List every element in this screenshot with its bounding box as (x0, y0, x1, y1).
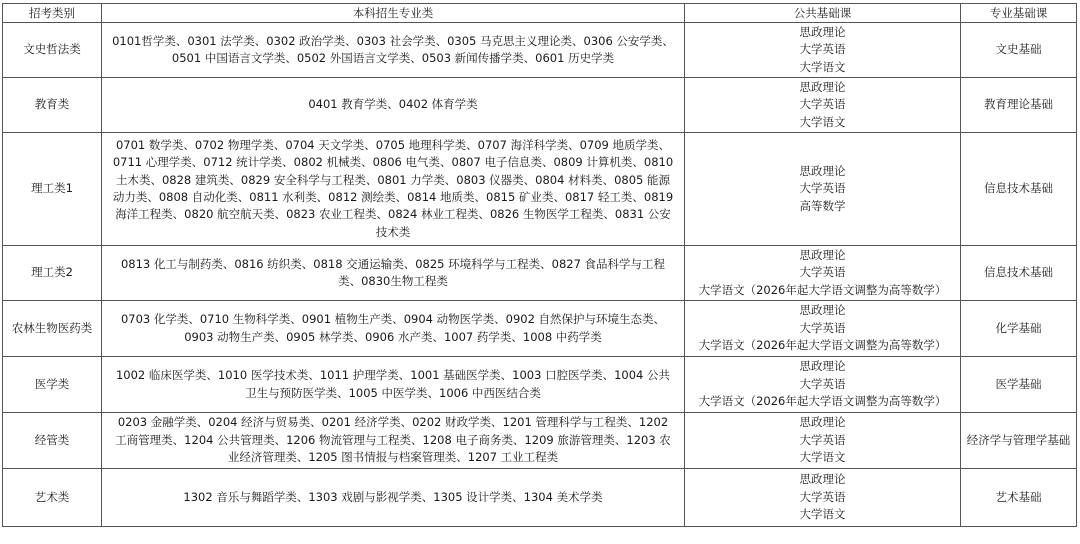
table-row (3, 133, 1077, 246)
public-course-item: 大学语文 (799, 507, 846, 522)
public-course-item: 思政理论 (799, 415, 846, 430)
table-row (3, 78, 1077, 133)
public-course-item: 思政理论 (799, 24, 846, 39)
professional-course-cell: 教育理论基础 (961, 78, 1077, 133)
public-course-item: 大学英语 (799, 432, 846, 447)
public-course-item: 思政理论 (799, 472, 846, 487)
public-courses-cell (685, 357, 961, 413)
professional-course-cell: 信息技术基础 (961, 133, 1077, 246)
public-courses-cell (685, 78, 961, 133)
public-course-item: 大学英语 (799, 320, 846, 335)
public-courses-cell (685, 133, 961, 246)
enrollment-category-table (2, 3, 1077, 527)
public-course-item: 大学英语 (799, 489, 846, 504)
category-cell: 经管类 (3, 413, 102, 469)
majors-cell: 1002 临床医学类、1010 医学技术类、1011 护理学类、1001 基础医学类、1003 口腔医学类、1004 公共卫生与预防医学类、1005 中医学类、1006 中西医结合类 (102, 357, 685, 413)
majors-cell: 0401 教育学类、0402 体育学类 (102, 78, 685, 133)
public-course-item: 高等数学 (799, 198, 846, 213)
category-cell: 艺术类 (3, 469, 102, 527)
public-courses-cell (685, 301, 961, 357)
public-course-item: 大学英语 (799, 265, 846, 280)
professional-course-cell: 文史基础 (961, 23, 1077, 78)
majors-cell: 0703 化学类、0710 生物科学类、0901 植物生产类、0904 动物医学类、0902 自然保护与环境生态类、0903 动物生产类、0905 林学类、0906 水产类、1007 药学类、1008 中药学类 (102, 301, 685, 357)
table-row (3, 301, 1077, 357)
public-courses-cell (685, 246, 961, 301)
public-course-item: 大学英语 (799, 42, 846, 57)
table-row (3, 246, 1077, 301)
header-majors: 本科招生专业类 (102, 4, 685, 23)
table-row (3, 413, 1077, 469)
header-public-courses: 公共基础课 (685, 4, 961, 23)
header-professional-course: 专业基础课 (961, 4, 1077, 23)
public-course-item: 大学英语 (799, 376, 846, 391)
public-courses-cell (685, 413, 961, 469)
public-courses-cell (685, 469, 961, 527)
public-courses-cell (685, 23, 961, 78)
public-course-item: 思政理论 (799, 303, 846, 318)
majors-cell: 1302 音乐与舞蹈学类、1303 戏剧与影视学类、1305 设计学类、1304 美术学类 (102, 469, 685, 527)
category-cell: 文史哲法类 (3, 23, 102, 78)
professional-course-cell: 化学基础 (961, 301, 1077, 357)
majors-cell: 0813 化工与制药类、0816 纺织类、0818 交通运输类、0825 环境科学与工程类、0827 食品科学与工程类、0830生物工程类 (102, 246, 685, 301)
category-cell: 理工类2 (3, 246, 102, 301)
public-course-item: 大学语文（2026年起大学语文调整为高等数学） (698, 282, 947, 297)
professional-course-cell: 医学基础 (961, 357, 1077, 413)
category-cell: 教育类 (3, 78, 102, 133)
public-course-item: 思政理论 (799, 359, 846, 374)
professional-course-cell: 经济学与管理学基础 (961, 413, 1077, 469)
header-category: 招考类别 (3, 4, 102, 23)
category-cell: 农林生物医药类 (3, 301, 102, 357)
public-course-item: 思政理论 (799, 79, 846, 94)
category-cell: 理工类1 (3, 133, 102, 246)
table-row (3, 23, 1077, 78)
majors-cell: 0203 金融学类、0204 经济与贸易类、0201 经济学类、0202 财政学类、1201 管理科学与工程类、1202 工商管理类、1204 公共管理类、1206 物流管理与工程类、1208 电子商务类、1209 旅游管理类、1203 农业经济管理类、1205 图书情报与档案管理类、1207 工业工程类 (102, 413, 685, 469)
table-row (3, 469, 1077, 527)
public-course-item: 大学语文 (799, 450, 846, 465)
table-header-row (3, 4, 1077, 23)
professional-course-cell: 艺术基础 (961, 469, 1077, 527)
public-course-item: 大学英语 (799, 181, 846, 196)
public-course-item: 大学英语 (799, 97, 846, 112)
public-course-item: 思政理论 (799, 247, 846, 262)
public-course-item: 大学语文 (799, 114, 846, 129)
category-cell: 医学类 (3, 357, 102, 413)
professional-course-cell: 信息技术基础 (961, 246, 1077, 301)
public-course-item: 大学语文（2026年起大学语文调整为高等数学） (698, 338, 947, 353)
public-course-item: 大学语文（2026年起大学语文调整为高等数学） (698, 394, 947, 409)
public-course-item: 大学语文 (799, 59, 846, 74)
public-course-item: 思政理论 (799, 163, 846, 178)
majors-cell: 0101哲学类、0301 法学类、0302 政治学类、0303 社会学类、0305 马克思主义理论类、0306 公安学类、0501 中国语言文学类、0502 外国语言文学类、0503 新闻传播学类、0601 历史学类 (102, 23, 685, 78)
table-row (3, 357, 1077, 413)
majors-cell: 0701 数学类、0702 物理学类、0704 天文学类、0705 地理科学类、0707 海洋科学类、0709 地质学类、0711 心理学类、0712 统计学类、0802 机械类、0806 电气类、0807 电子信息类、0809 计算机类、0810 土木类、0828 建筑类、0829 安全科学与工程类、0801 力学类、0803 仪器类、0804 材料类、0805 能源动力类、0808 自动化类、0811 水利类、0812 测绘类、0814 地质类、0815 矿业类、0817 轻工类、0819 海洋工程类、0820 航空航天类、0823 农业工程类、0824 林业工程类、0826 生物医学工程类、0831 公安技术类 (102, 133, 685, 246)
